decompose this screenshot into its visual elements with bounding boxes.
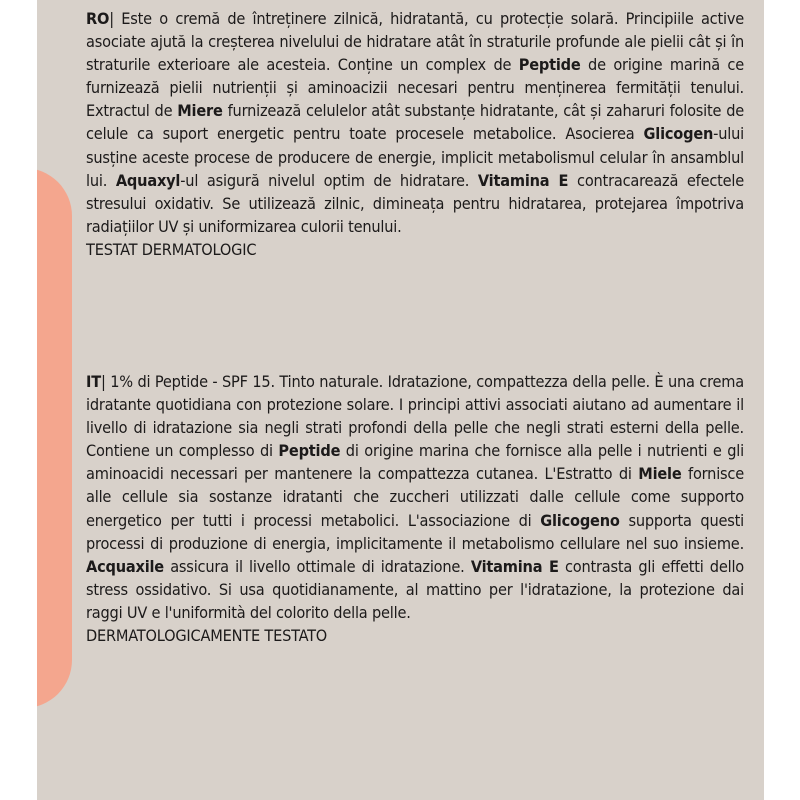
language-code-ro: RO xyxy=(86,9,110,28)
accent-shape xyxy=(37,168,72,708)
ingredient-glycogen: Glicogen xyxy=(643,124,714,144)
romanian-section xyxy=(86,7,744,261)
italian-description xyxy=(86,370,744,624)
ingredient-peptide: Peptide xyxy=(518,55,581,75)
romanian-description xyxy=(86,7,744,238)
text-segment: di origine marina che fornisce alla pelle i nutrienti e gli aminoacidi necessari per mantenere la compattezza cutanea. L'Estratto di xyxy=(86,441,744,484)
text-segment: contrasta gli effetti dello stress ossidativo. Si usa quotidianamente, al mattino per l'idratazione, la protezione dai raggi UV e l'uniformità del colorito della pelle. xyxy=(86,556,744,622)
language-code-it: IT xyxy=(86,372,101,391)
romanian-test-statement: TESTAT DERMATOLOGIC xyxy=(86,239,257,259)
label-panel xyxy=(37,0,764,800)
text-segment: contracarează efectele stresului oxidativ. Se utilizează zilnic, dimineața pentru hidratarea, protejarea împotriva radiațiilor UV și uniformizarea culorii tenului. xyxy=(86,170,745,236)
italian-section xyxy=(86,370,744,647)
text-segment: de origine marină ce furnizează pielii nutrienții și aminoacizii necesari pentru menținerea fermității tenului. Extractul de xyxy=(86,55,744,121)
text-segment: -ul asigură nivelul optim de hidratare. xyxy=(180,170,478,190)
italian-test-statement: DERMATOLOGICAMENTE TESTATO xyxy=(86,626,328,646)
ingredient-glycogen: Glicogeno xyxy=(540,510,620,530)
text-segment: supporta questi processi di produzione di energia, implicitamente il metabolismo cellulare nel suo insieme. xyxy=(86,510,744,553)
ingredient-aquaxyl: Acquaxile xyxy=(86,556,164,576)
ingredient-peptide: Peptide xyxy=(278,441,341,461)
ingredient-vitamin-e: Vitamina E xyxy=(470,556,559,576)
ingredient-vitamin-e: Vitamina E xyxy=(477,170,569,190)
text-segment: 1% di Peptide - SPF 15. Tinto naturale. Idratazione, compattezza della pelle. È una crema idratante quotidiana con protezione solare. I principi attivi associati aiutano ad aumentare il livello di idratazione sia negli strati profondi della pelle che negli strati esterni della pelle. Contiene un complesso di xyxy=(86,372,744,461)
ingredient-honey: Miele xyxy=(638,464,682,484)
separator: | xyxy=(100,372,111,391)
separator: | xyxy=(109,9,122,28)
text-segment: furnizează celulelor atât substanțe hidratante, cât și zaharuri folosite de celule ca suport energetic pentru toate procesele metabolice. Asocierea xyxy=(86,101,745,144)
text-segment: assicura il livello ottimale di idratazione. xyxy=(163,556,471,576)
text-segment: fornisce alle cellule sia sostanze idratanti che zuccheri utilizzati dalle cellule come supporto energetico per tutti i processi metabolici. L'associazione di xyxy=(86,464,744,530)
text-segment: Este o cremă de întreținere zilnică, hidratantă, cu protecție solară. Principiile active asociate ajută la creșterea nivelului de hidratare atât în straturile profunde ale pielii cât și în straturile exterioare ale acesteia. Conține un complex de xyxy=(86,9,745,75)
ingredient-honey: Miere xyxy=(177,101,223,121)
text-segment: -ului susține aceste procese de producere de energie, implicit metabolismul celular în ansamblul lui. xyxy=(86,124,744,190)
ingredient-aquaxyl: Aquaxyl xyxy=(115,170,181,190)
